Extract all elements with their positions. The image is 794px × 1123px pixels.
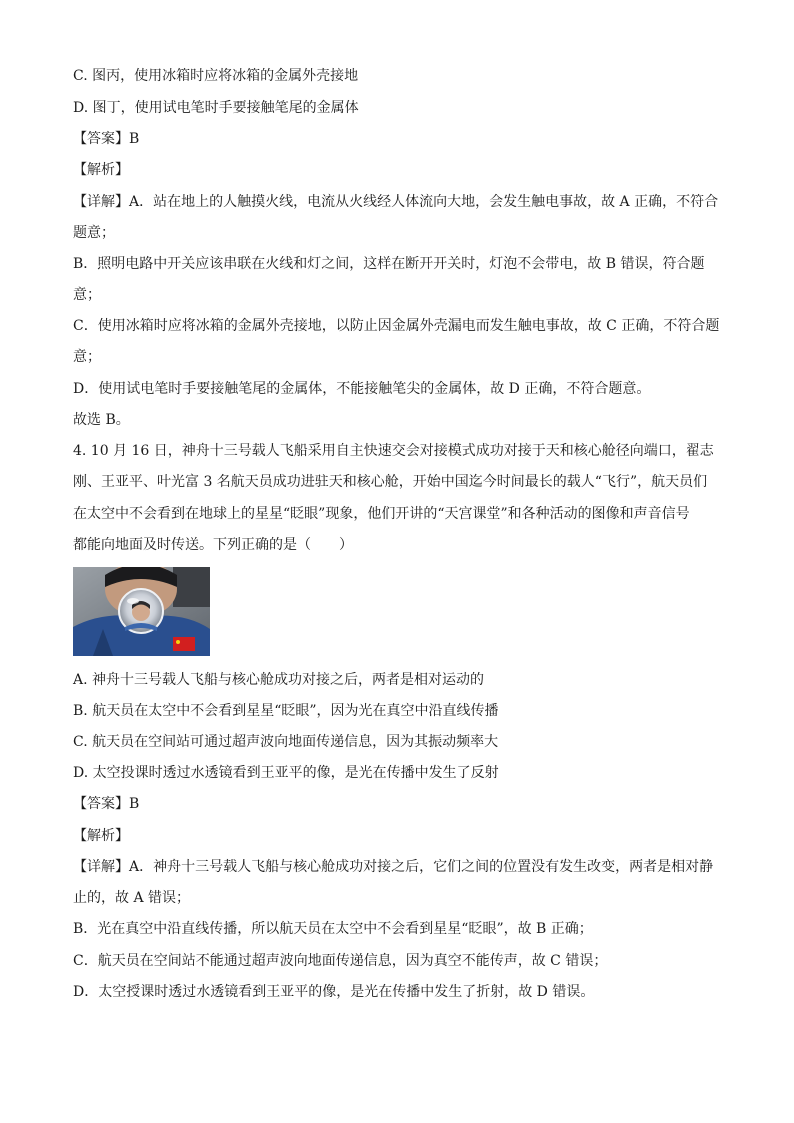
q4-answer: 【答案】B [73, 796, 140, 812]
q4-stem-line: 刚、王亚平、叶光富 3 名航天员成功进驻天和核心舱，开始中国迄今时间最长的载人“飞行”，航天员们 [73, 474, 708, 490]
q3-conclusion: 故选 B。 [73, 412, 130, 428]
q3-detail-line: B．照明电路中开关应该串联在火线和灯之间，这样在断开开关时，灯泡不会带电，故 B 错误，符合题 [73, 256, 705, 272]
q4-stem-line: 4. 10 月 16 日，神舟十三号载人飞船采用自主快速交会对接模式成功对接于天和核心舱径向端口，翟志 [73, 443, 714, 459]
astronaut-photo-graphic [73, 567, 210, 656]
q4-detail-line: 止的，故 A 错误； [73, 890, 191, 906]
q4-option-c: C. 航天员在空间站可通过超声波向地面传递信息，因为其振动频率大 [73, 734, 499, 750]
q4-analysis-heading: 【解析】 [73, 828, 129, 844]
q4-detail-line: B．光在真空中沿直线传播，所以航天员在太空中不会看到星星“眨眼”，故 B 正确； [73, 921, 593, 937]
q4-option-b: B. 航天员在太空中不会看到星星“眨眼”，因为光在真空中沿直线传播 [73, 703, 499, 719]
q4-detail-line: 【详解】A．神舟十三号载人飞船与核心舱成功对接之后，它们之间的位置没有发生改变，两者是相对静 [73, 859, 714, 875]
q3-detail-line: 【详解】A．站在地上的人触摸火线，电流从火线经人体流向大地，会发生触电事故，故 A 正确，不符合 [73, 194, 719, 210]
q4-option-a: A. 神舟十三号载人飞船与核心舱成功对接之后，两者是相对运动的 [73, 672, 485, 688]
q4-option-d: D. 太空投课时透过水透镜看到王亚平的像，是光在传播中发生了反射 [73, 765, 499, 781]
q3-detail-line: 意； [73, 349, 101, 365]
q3-detail-line: D．使用试电笔时手要接触笔尾的金属体，不能接触笔尖的金属体，故 D 正确，不符合题意。 [73, 381, 651, 397]
astronaut-water-lens-photo [73, 567, 210, 656]
option-d-prev: D. 图丁，使用试电笔时手要接触笔尾的金属体 [73, 100, 359, 116]
q3-detail-line: 题意； [73, 225, 115, 241]
q4-stem-line: 都能向地面及时传送。下列正确的是（ ） [73, 537, 353, 553]
q4-detail-line: C．航天员在空间站不能通过超声波向地面传递信息，因为真空不能传声，故 C 错误； [73, 953, 608, 969]
q3-detail-line: 意； [73, 287, 101, 303]
q3-answer: 【答案】B [73, 131, 140, 147]
q3-analysis-heading: 【解析】 [73, 162, 129, 178]
option-c-prev: C. 图丙，使用冰箱时应将冰箱的金属外壳接地 [73, 68, 359, 84]
q4-detail-line: D．太空授课时透过水透镜看到王亚平的像，是光在传播中发生了折射，故 D 错误。 [73, 984, 595, 1000]
q3-detail-line: C．使用冰箱时应将冰箱的金属外壳接地，以防止因金属外壳漏电而发生触电事故，故 C 正确，不符合题 [73, 318, 720, 334]
q4-stem-line: 在太空中不会看到在地球上的星星“眨眼”现象，他们开讲的“天宫课堂”和各种活动的图像和声音信号 [73, 506, 690, 522]
